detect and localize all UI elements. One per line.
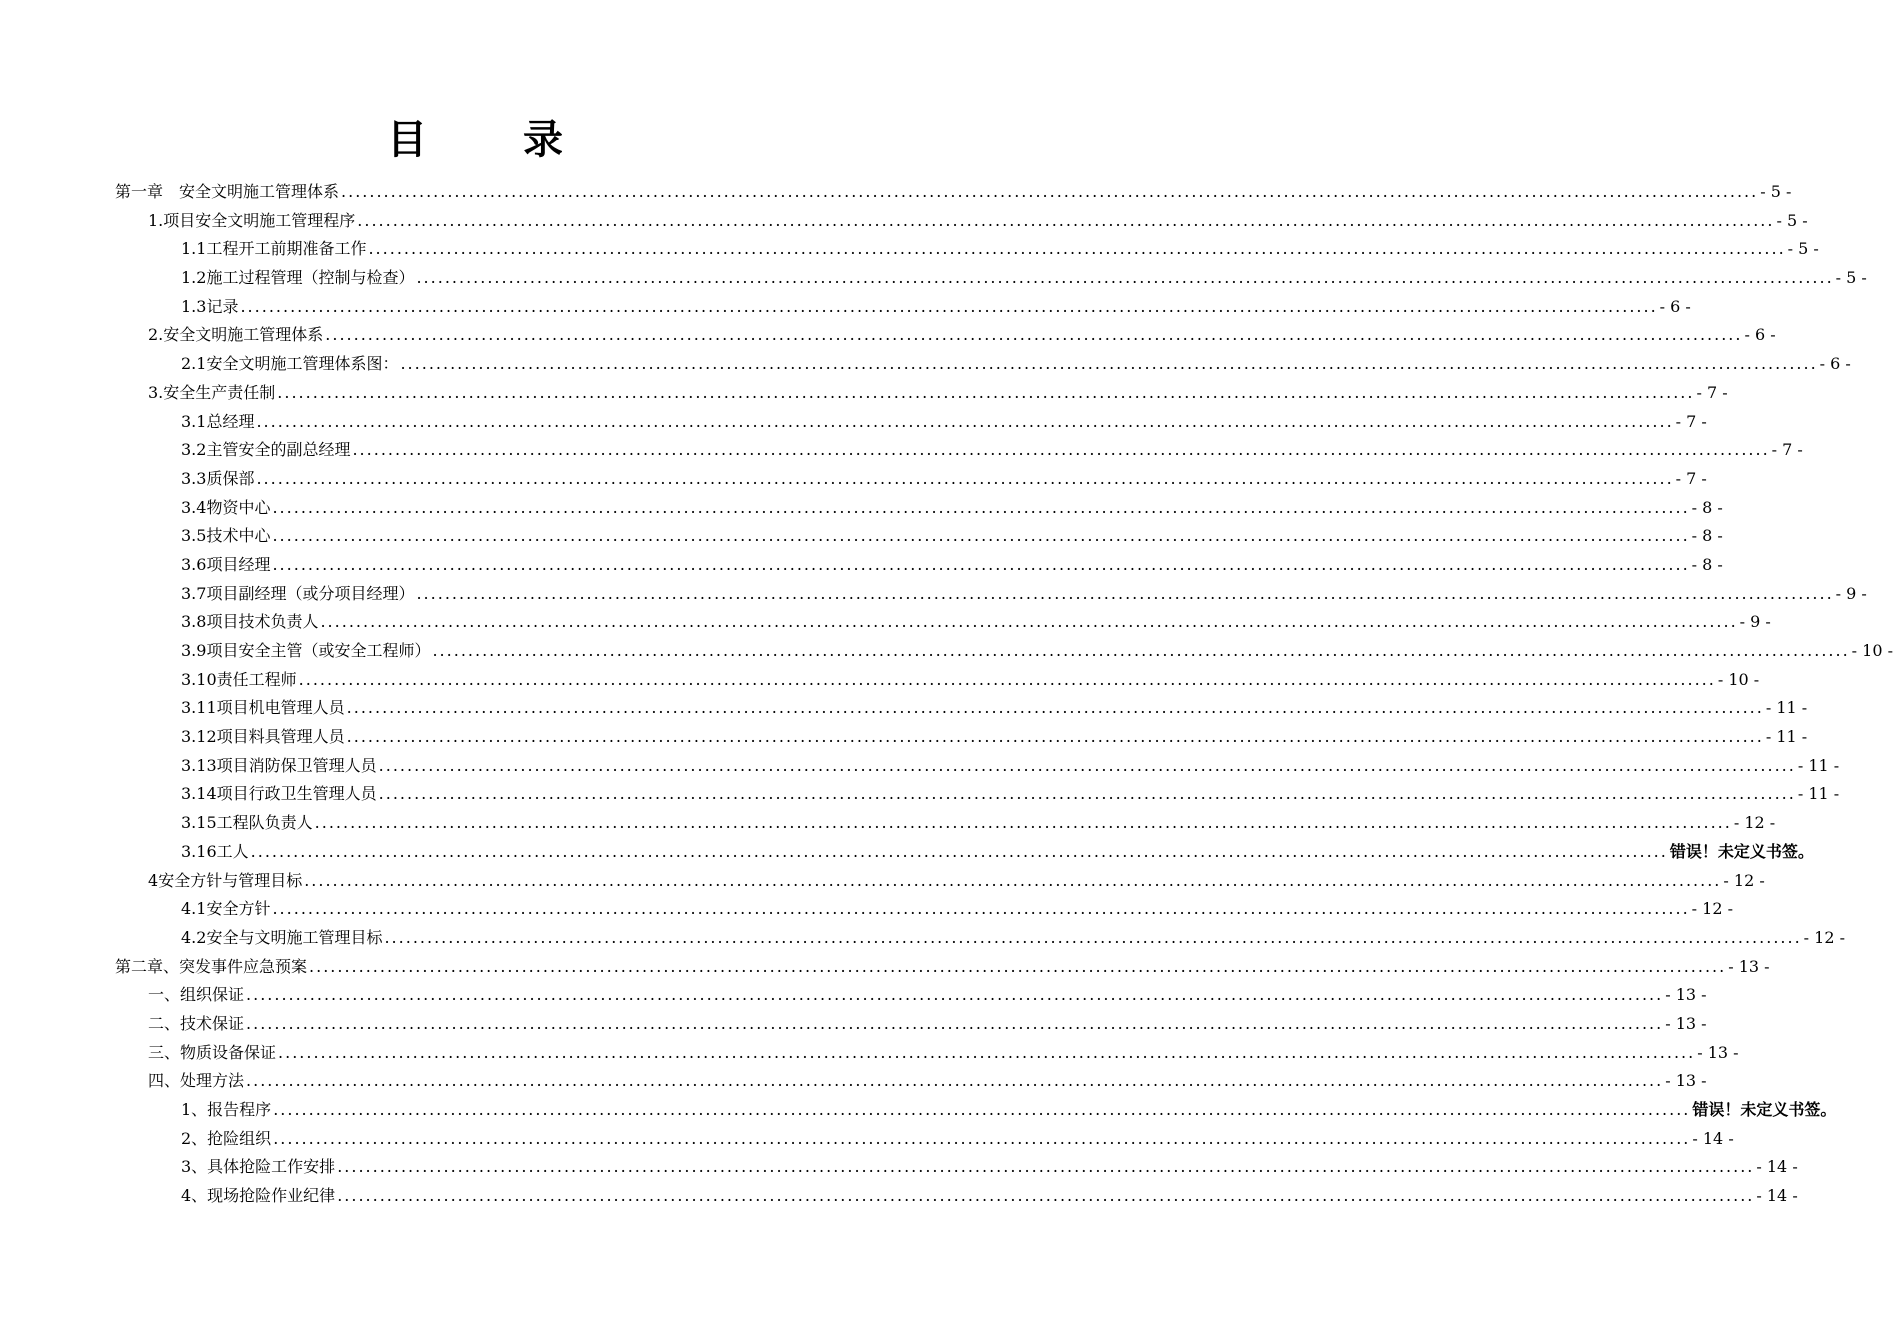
dot-leader: ........................................................................................................................................................................................................: [272, 497, 1690, 517]
toc-entry-error: 错误！未定义书签。: [1692, 1100, 1837, 1119]
dot-leader: ........................................................................................................................................................................................................: [400, 354, 1818, 374]
toc-entry-page: - 14 -: [1756, 1157, 1798, 1177]
dot-leader: ........................................................................................................................................................................................................: [304, 870, 1722, 890]
toc-entry[interactable]: [115, 235, 1819, 264]
toc-entry-page: - 5 -: [1776, 210, 1808, 230]
toc-entry-number: 3.12: [181, 727, 217, 747]
toc-entry-title: 安全文明施工管理体系图：: [206, 354, 399, 374]
toc-entry-page: - 12 -: [1803, 927, 1845, 947]
toc-entry[interactable]: [115, 1153, 1798, 1182]
toc-entry[interactable]: [115, 207, 1808, 236]
toc-entry-number: 1.: [148, 210, 164, 230]
toc-entry-number: 3.15: [181, 813, 217, 833]
toc-entry-page: - 13 -: [1728, 956, 1770, 976]
toc-entry-number: 3.3: [181, 468, 207, 488]
toc-entry-error: 错误！未定义书签。: [1669, 841, 1814, 861]
toc-entry[interactable]: [115, 953, 1770, 982]
toc-entry[interactable]: [115, 895, 1733, 924]
toc-entry-number: 2.1: [181, 354, 207, 374]
toc-entry-page: - 6 -: [1819, 354, 1851, 374]
toc-entry-number: 3.: [148, 382, 164, 402]
dot-leader: ........................................................................................................................................................................................................: [337, 1186, 1755, 1206]
toc-entry-title: 物资中心: [206, 497, 271, 517]
toc-entry[interactable]: [115, 465, 1707, 494]
toc-entry-title: 安全生产责任制: [163, 382, 276, 402]
toc-entry-number: 3.1: [181, 411, 207, 431]
toc-entry-number: 第一章: [115, 182, 180, 201]
toc-entry-number: 3.16: [181, 841, 217, 861]
toc-entry-title: 第二章、突发事件应急预案: [115, 956, 308, 976]
dot-leader: ........................................................................................................................................................................................................: [384, 927, 1802, 947]
toc-entry[interactable]: [115, 580, 1867, 609]
dot-leader: ........................................................................................................................................................................................................: [246, 1013, 1664, 1033]
toc-entry-page: - 13 -: [1665, 985, 1707, 1005]
toc-entry[interactable]: [115, 494, 1723, 523]
dot-leader: ........................................................................................................................................................................................................: [256, 468, 1674, 488]
toc-entry-title: 项目安全文明施工管理程序: [163, 210, 356, 230]
toc-entry-title: 3、具体抢险工作安排: [181, 1157, 336, 1177]
toc-title: [0, 108, 950, 165]
toc-entry-title: 安全文明施工管理体系: [163, 325, 324, 345]
toc-entry[interactable]: [115, 1096, 1837, 1125]
toc-entry-title: 责任工程师: [216, 669, 297, 689]
dot-leader: ........................................................................................................................................................................................................: [341, 182, 1759, 201]
toc-entry-title: 总经理: [206, 411, 255, 431]
toc-entry-page: - 8 -: [1691, 554, 1723, 574]
dot-leader: ........................................................................................................................................................................................................: [432, 641, 1850, 660]
toc-entry-title: 安全与文明施工管理目标: [206, 927, 383, 947]
toc-entry-title: 一、组织保证: [148, 985, 245, 1005]
toc-entry-page: - 6 -: [1659, 296, 1691, 316]
dot-leader: ........................................................................................................................................................................................................: [346, 727, 1764, 747]
toc-entry-number: 1.3: [181, 296, 207, 316]
toc-entry[interactable]: [115, 1039, 1739, 1068]
toc-entry[interactable]: [115, 321, 1776, 350]
dot-leader: ........................................................................................................................................................................................................: [246, 1071, 1664, 1091]
toc-entry-page: - 11 -: [1765, 698, 1808, 718]
toc-entry-page: - 10 -: [1851, 641, 1893, 660]
toc-entry[interactable]: [115, 1125, 1734, 1154]
toc-entry-page: - 14 -: [1692, 1128, 1734, 1148]
toc-entry-title: 项目经理: [206, 554, 271, 574]
toc-entry-number: 4.1: [181, 899, 207, 919]
dot-leader: ........................................................................................................................................................................................................: [246, 985, 1664, 1005]
dot-leader: ........................................................................................................................................................................................................: [368, 239, 1786, 259]
toc-entry-title: 三、物质设备保证: [148, 1042, 277, 1062]
dot-leader: ........................................................................................................................................................................................................: [240, 296, 1658, 316]
dot-leader: ........................................................................................................................................................................................................: [298, 669, 1716, 689]
dot-leader: ........................................................................................................................................................................................................: [325, 325, 1743, 345]
toc-entry-title: 四、处理方法: [148, 1071, 245, 1091]
toc-entry-page: - 10 -: [1717, 669, 1760, 689]
toc-entry[interactable]: [115, 608, 1771, 637]
toc-entry[interactable]: [115, 522, 1723, 551]
toc-entry-title: 记录: [206, 296, 239, 316]
dot-leader: ........................................................................................................................................................................................................: [272, 899, 1690, 919]
dot-leader: ........................................................................................................................................................................................................: [273, 1100, 1691, 1119]
toc-entry-number: 3.6: [181, 554, 207, 574]
dot-leader: ........................................................................................................................................................................................................: [320, 612, 1738, 632]
dot-leader: ........................................................................................................................................................................................................: [256, 411, 1674, 431]
dot-leader: ........................................................................................................................................................................................................: [277, 382, 1695, 402]
toc-entry-number: 1.1: [181, 239, 207, 259]
toc-entry-number: 3.9: [181, 641, 207, 660]
toc-entry-page: - 7 -: [1675, 411, 1707, 431]
toc-entry-title: 安全方针与管理目标: [158, 870, 303, 890]
toc-entry[interactable]: [115, 809, 1776, 838]
toc-entry[interactable]: [115, 867, 1765, 896]
toc-entry-number: 3.11: [181, 698, 217, 718]
toc-entry-number: 4.2: [181, 927, 207, 947]
toc-entry-page: - 12 -: [1691, 899, 1733, 919]
toc-entry-number: 1.2: [181, 268, 207, 288]
toc-entry[interactable]: [115, 723, 1808, 752]
toc-entry-number: 2.: [148, 325, 164, 345]
toc-entry-title: 项目机电管理人员: [216, 698, 345, 718]
toc-entry-page: - 12 -: [1733, 813, 1776, 833]
toc-entry-title: 安全方针: [206, 899, 271, 919]
dot-leader: ........................................................................................................................................................................................................: [272, 554, 1690, 574]
toc-entry-page: - 11 -: [1765, 727, 1808, 747]
toc-entry[interactable]: [115, 551, 1723, 580]
toc-entry-page: - 8 -: [1691, 526, 1723, 546]
toc-title-left: 目: [387, 116, 427, 163]
toc-entry-page: - 9 -: [1835, 583, 1867, 603]
toc-entry-title: 4、现场抢险作业纪律: [181, 1186, 336, 1206]
toc-entry-number: 3.8: [181, 612, 207, 632]
toc-entry[interactable]: [115, 1010, 1707, 1039]
dot-leader: ........................................................................................................................................................................................................: [272, 526, 1690, 546]
dot-leader: ........................................................................................................................................................................................................: [337, 1157, 1755, 1177]
toc-entry[interactable]: [115, 694, 1808, 723]
toc-entry[interactable]: [115, 981, 1707, 1010]
toc-entry[interactable]: [115, 293, 1691, 322]
toc-entry[interactable]: [115, 379, 1728, 408]
toc-entry[interactable]: [115, 408, 1707, 437]
toc-entry-number: 4: [148, 870, 159, 890]
toc-entry-title: 项目消防保卫管理人员: [216, 755, 377, 775]
toc-entry[interactable]: [115, 264, 1867, 293]
toc-entry-title: 工程开工前期准备工作: [206, 239, 367, 259]
toc-entry-number: 3.4: [181, 497, 207, 517]
toc-entry-page: - 7 -: [1696, 382, 1728, 402]
toc-entry-number: 3.13: [181, 755, 217, 775]
toc-entry[interactable]: [115, 838, 1814, 867]
dot-leader: ........................................................................................................................................................................................................: [273, 1128, 1691, 1148]
toc-entry[interactable]: [115, 780, 1840, 809]
toc-entry-title: 工人: [216, 841, 249, 861]
toc-entry-page: - 11 -: [1797, 755, 1840, 775]
toc-entry-title: 技术中心: [206, 526, 271, 546]
toc-entry-page: - 8 -: [1691, 497, 1723, 517]
toc-entry[interactable]: [115, 666, 1760, 695]
dot-leader: ........................................................................................................................................................................................................: [352, 440, 1770, 460]
dot-leader: ........................................................................................................................................................................................................: [309, 956, 1727, 976]
toc-entry[interactable]: [115, 436, 1803, 465]
toc-entry-page: - 13 -: [1665, 1013, 1707, 1033]
toc-entry-title: 质保部: [206, 468, 255, 488]
toc-entry-title: 项目副经理（或分项目经理）: [206, 583, 415, 603]
toc-entry-title: 项目料具管理人员: [216, 727, 345, 747]
toc-entry-number: 3.7: [181, 583, 207, 603]
toc-entry-number: 3.10: [181, 669, 217, 689]
toc-entry-page: - 5 -: [1760, 182, 1792, 201]
toc-entry[interactable]: [115, 637, 1893, 666]
toc-entry-page: - 14 -: [1756, 1186, 1798, 1206]
toc-entry-title: 项目技术负责人: [206, 612, 319, 632]
toc-title-right: 录: [523, 116, 563, 163]
toc-entry-page: - 13 -: [1665, 1071, 1707, 1091]
toc-entry-page: - 11 -: [1797, 784, 1840, 804]
toc-entry-title: 安全文明施工管理体系: [179, 182, 340, 201]
toc-entry-page: - 6 -: [1744, 325, 1776, 345]
toc-entry[interactable]: [115, 924, 1845, 953]
toc-entry[interactable]: [115, 1182, 1798, 1211]
toc-entry-title: 1、报告程序: [181, 1100, 272, 1119]
toc-entry[interactable]: [115, 752, 1840, 781]
toc-entry-page: - 5 -: [1787, 239, 1819, 259]
toc-entry-title: 施工过程管理（控制与检查）: [206, 268, 415, 288]
dot-leader: ........................................................................................................................................................................................................: [250, 841, 1668, 861]
dot-leader: ........................................................................................................................................................................................................: [416, 268, 1834, 288]
toc-entry-page: - 5 -: [1835, 268, 1867, 288]
toc-entry-title: 项目行政卫生管理人员: [216, 784, 377, 804]
toc-entry-title: 2、抢险组织: [181, 1128, 272, 1148]
dot-leader: ........................................................................................................................................................................................................: [278, 1042, 1696, 1062]
dot-leader: ........................................................................................................................................................................................................: [346, 698, 1764, 718]
toc-entry-page: - 7 -: [1771, 440, 1803, 460]
dot-leader: ........................................................................................................................................................................................................: [357, 210, 1775, 230]
toc-entry-number: 3.2: [181, 440, 207, 460]
dot-leader: ........................................................................................................................................................................................................: [378, 784, 1796, 804]
dot-leader: ........................................................................................................................................................................................................: [416, 583, 1834, 603]
toc-entry[interactable]: [115, 1067, 1707, 1096]
toc-entry-title: 工程队负责人: [216, 813, 313, 833]
table-of-contents: [115, 178, 1893, 1211]
toc-entry[interactable]: [115, 350, 1851, 379]
toc-entry-page: - 9 -: [1739, 612, 1771, 632]
toc-entry-title: 主管安全的副总经理: [206, 440, 351, 460]
toc-entry-title: 项目安全主管（或安全工程师）: [206, 641, 431, 660]
toc-entry[interactable]: [115, 178, 1792, 207]
toc-entry-page: - 7 -: [1675, 468, 1707, 488]
dot-leader: ........................................................................................................................................................................................................: [314, 813, 1732, 833]
toc-entry-page: - 13 -: [1697, 1042, 1739, 1062]
dot-leader: ........................................................................................................................................................................................................: [378, 755, 1796, 775]
toc-entry-page: - 12 -: [1723, 870, 1765, 890]
toc-entry-title: 二、技术保证: [148, 1013, 245, 1033]
toc-entry-number: 3.14: [181, 784, 217, 804]
toc-entry-number: 3.5: [181, 526, 207, 546]
